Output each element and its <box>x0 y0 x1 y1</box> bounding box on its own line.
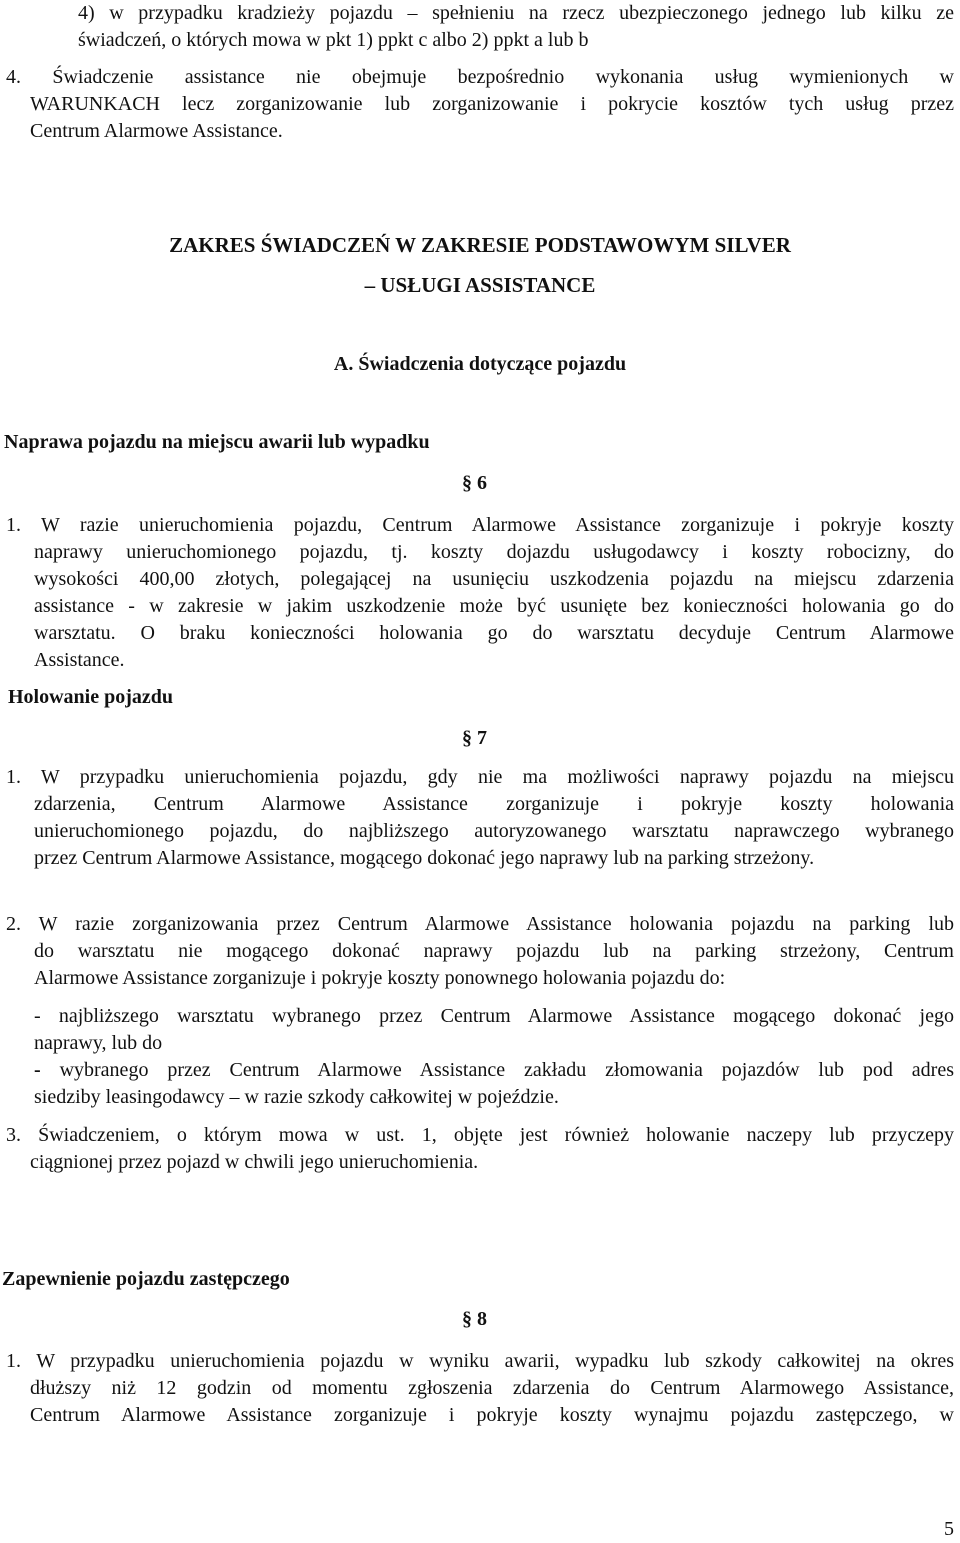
intro-item-4 <box>4 64 954 145</box>
text-line: 1. W razie unieruchomienia pojazdu, Centrum Alarmowe Assistance zorganizuje i pokryje koszty <box>6 514 954 536</box>
text-line: do warsztatu nie mogącego dokonać naprawy pojazdu lub na parking strzeżony, Centrum <box>34 940 954 962</box>
paragraph-7-symbol: § 7 <box>462 727 487 749</box>
text-line: unieruchomionego pojazdu, do najbliższego autoryzowanego warsztatu naprawczego wybranego <box>34 820 954 842</box>
text-line: WARUNKACH lecz zorganizowanie lub zorganizowanie i pokrycie kosztów tych usług przez <box>30 93 954 115</box>
paragraph-6-symbol: § 6 <box>462 472 487 494</box>
text-line: warsztatu. O braku konieczności holowania go do warsztatu decyduje Centrum Alarmowe <box>34 622 954 644</box>
page-number: 5 <box>944 1518 954 1540</box>
naprawa-point-1 <box>4 512 954 674</box>
text-line: Centrum Alarmowe Assistance zorganizuje i pokryje koszty wynajmu pojazdu zastępczego, w <box>30 1404 954 1426</box>
text-line: naprawy, lub do <box>34 1032 163 1054</box>
text-line <box>34 1057 954 1084</box>
text-line: dłuższy niż 12 godzin od momentu zgłoszenia zdarzenia do Centrum Alarmowego Assistance, <box>30 1377 954 1399</box>
text-line: 2. W razie zorganizowania przez Centrum Alarmowe Assistance holowania pojazdu na parking lub <box>6 913 954 935</box>
zastepczy-heading: Zapewnienie pojazdu zastępczego <box>2 1268 290 1290</box>
text-line: 4) w przypadku kradzieży pojazdu – spełnieniu na rzecz ubezpieczonego jednego lub kilku ze <box>78 2 954 24</box>
holowanie-point-2-sublist <box>34 1003 954 1111</box>
holowanie-heading: Holowanie pojazdu <box>8 686 174 708</box>
holowanie-point-1 <box>4 764 954 872</box>
text-line: naprawy unieruchomionego pojazdu, tj. koszty dojazdu usługodawcy i koszty robocizny, do <box>34 541 954 563</box>
text-line: przez Centrum Alarmowe Assistance, mogącego dokonać jego naprawy lub na parking strzeżony. <box>34 847 815 869</box>
text-line: - najbliższego warsztatu wybranego przez Centrum Alarmowe Assistance mogącego dokonać jego <box>34 1005 954 1027</box>
text-line: 1. W przypadku unieruchomienia pojazdu w wyniku awarii, wypadku lub szkody całkowitej na okres <box>6 1350 954 1372</box>
naprawa-heading: Naprawa pojazdu na miejscu awarii lub wypadku <box>4 431 430 453</box>
text-span: wybranego przez Centrum Alarmowe Assistance zakładu złomowania pojazdów lub pod adres <box>40 1059 954 1081</box>
paragraph-8-symbol: § 8 <box>462 1308 487 1330</box>
document-subtitle: – USŁUGI ASSISTANCE <box>364 273 596 297</box>
holowanie-point-3 <box>4 1122 954 1176</box>
text-line: assistance - w zakresie w jakim uszkodzenie może być usunięte bez konieczności holowania go do <box>34 595 954 617</box>
text-line: 4. Świadczenie assistance nie obejmuje bezpośrednio wykonania usług wymienionych w <box>6 66 954 88</box>
text-line: Assistance. <box>34 649 125 671</box>
text-line: Centrum Alarmowe Assistance. <box>30 120 283 142</box>
text-line: świadczeń, o których mowa w pkt 1) ppkt c albo 2) ppkt a lub b <box>78 29 589 51</box>
text-line: zdarzenia, Centrum Alarmowe Assistance zorganizuje i pokryje koszty holowania <box>34 793 954 815</box>
text-line: siedziby leasingodawcy – w razie szkody całkowitej w pojeździe. <box>34 1086 559 1108</box>
zastepczy-point-1 <box>4 1348 954 1429</box>
text-line: wysokości 400,00 złotych, polegającej na usunięciu uszkodzenia pojazdu na miejscu zdarzenia <box>34 568 954 590</box>
text-line: ciągnionej przez pojazd w chwili jego unieruchomienia. <box>30 1151 479 1173</box>
dash-marker: - <box>34 1059 41 1081</box>
holowanie-point-2 <box>4 911 954 992</box>
section-a-heading: A. Świadczenia dotyczące pojazdu <box>333 353 627 375</box>
text-line: Alarmowe Assistance zorganizuje i pokryje koszty ponownego holowania pojazdu do: <box>34 967 726 989</box>
text-line: 1. W przypadku unieruchomienia pojazdu, gdy nie ma możliwości naprawy pojazdu na miejscu <box>6 766 954 788</box>
text-line: 3. Świadczeniem, o którym mowa w ust. 1, objęte jest również holowanie naczepy lub przyczepy <box>6 1124 954 1146</box>
intro-item-4-paren <box>78 0 954 54</box>
document-title: ZAKRES ŚWIADCZEŃ W ZAKRESIE PODSTAWOWYM SILVER <box>169 233 791 257</box>
